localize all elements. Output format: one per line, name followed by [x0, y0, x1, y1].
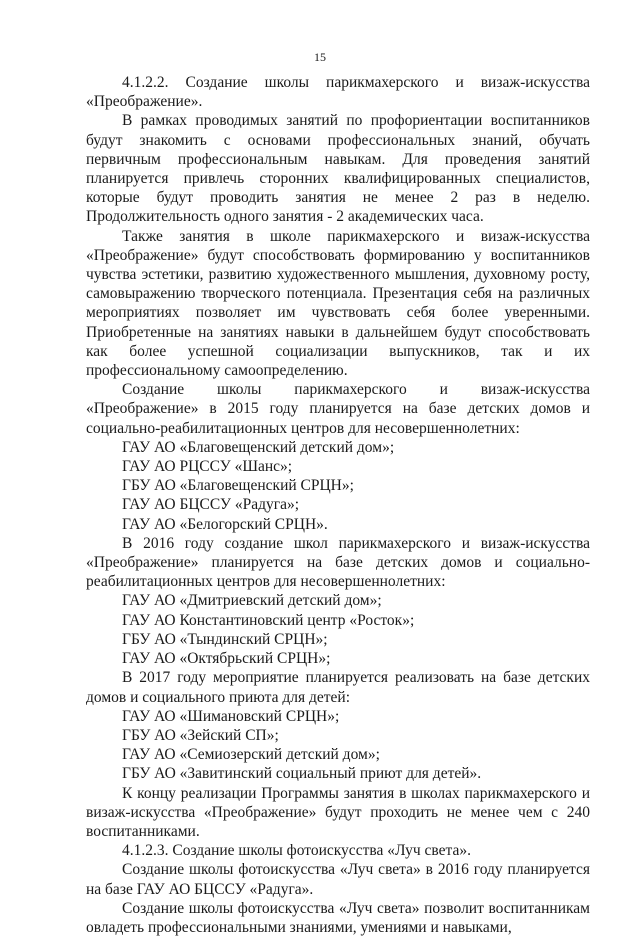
paragraph-2016-plan: В 2016 году создание школ парикмахерского и визаж-искусства «Преображение» планируется на базе детских домов и социально-реабилитационных центров для несовершеннолетних:	[86, 534, 590, 591]
institution-list-2016	[86, 591, 590, 668]
paragraph-photo-school-skills: Создание школы фотоискусства «Луч света» позволит воспитанникам овладеть профессиональными знаниями, умениями и навыками,	[86, 899, 590, 936]
list-item: ГАУ АО «Шимановский СРЦН»;	[122, 707, 340, 725]
section-heading-line-2: «Преображение».	[86, 93, 203, 111]
section-heading-line-1: 4.1.2.2. Создание школы парикмахерского и визаж-искусства	[122, 74, 590, 91]
section-heading-4-1-2-2	[86, 73, 590, 111]
institution-list-2015	[86, 438, 590, 534]
paragraph-2015-plan: Создание школы парикмахерского и визаж-искусства «Преображение» в 2015 году планируется на базе детских домов и социально-реабилитационных центров для несовершеннолетних:	[86, 381, 590, 437]
list-item: ГАУ АО «Благовещенский детский дом»;	[122, 438, 395, 456]
list-item: ГАУ АО «Дмитриевский детский дом»;	[122, 592, 382, 610]
page-number: 15	[314, 50, 326, 64]
list-item: ГАУ АО «Октябрьский СРЦН»;	[122, 650, 331, 668]
section-heading-4-1-2-3: 4.1.2.3. Создание школы фотоискусства «Луч света».	[122, 842, 471, 860]
list-item: ГАУ АО Константиновский центр «Росток»;	[122, 611, 415, 629]
list-item: ГБУ АО «Тындинский СРЦН»;	[122, 630, 328, 648]
list-item: ГАУ АО РЦССУ «Шанс»;	[122, 458, 293, 476]
paragraph-career-guidance: В рамках проводимых занятий по профориентации воспитанников будут знакомить с основами профессиональных знаний, обучать первичным профессиональным навыкам. Для проведения занятий планируется привлечь сторонних квалифицированных специалистов, которые будут проводить занятия не менее 2 раз в неделю. Продолжительность одного занятия - 2 академических часа.	[86, 112, 590, 226]
list-item: ГБУ АО «Благовещенский СРЦН»;	[122, 477, 354, 495]
paragraph-240-students: К концу реализации Программы занятия в школах парикмахерского и визаж-искусства «Преображение» будут проходить не менее чем с 240 воспитанниками.	[86, 784, 590, 840]
paragraph-aesthetics: Также занятия в школе парикмахерского и визаж-искусства «Преображение» будут способствовать формированию у воспитанников чувства эстетики, развитию художественного мышления, духовному росту, самовыражению творческого потенциала. Презентация себя на различных мероприятиях позволяет им чувствовать себя более уверенными. Приобретенные на занятиях навыки в дальнейшем будут способствовать как более успешной социализации выпускников, так и их профессиональному самоопределению.	[86, 227, 590, 380]
list-item: ГБУ АО «Зейский СП»;	[122, 726, 279, 744]
institution-list-2017	[86, 707, 590, 784]
list-item: ГБУ АО «Завитинский социальный приют для детей».	[122, 765, 482, 783]
paragraph-photo-school-2016: Создание школы фотоискусства «Луч света» в 2016 году планируется на базе ГАУ АО БЦССУ «Радуга».	[86, 861, 590, 898]
list-item: ГАУ АО «Белогорский СРЦН».	[122, 515, 328, 533]
list-item: ГАУ АО БЦССУ «Радуга»;	[122, 496, 300, 514]
document-body	[86, 73, 590, 937]
list-item: ГАУ АО «Семиозерский детский дом»;	[122, 746, 380, 764]
paragraph-2017-plan: В 2017 году мероприятие планируется реализовать на базе детских домов и социального приюта для детей:	[86, 669, 590, 706]
